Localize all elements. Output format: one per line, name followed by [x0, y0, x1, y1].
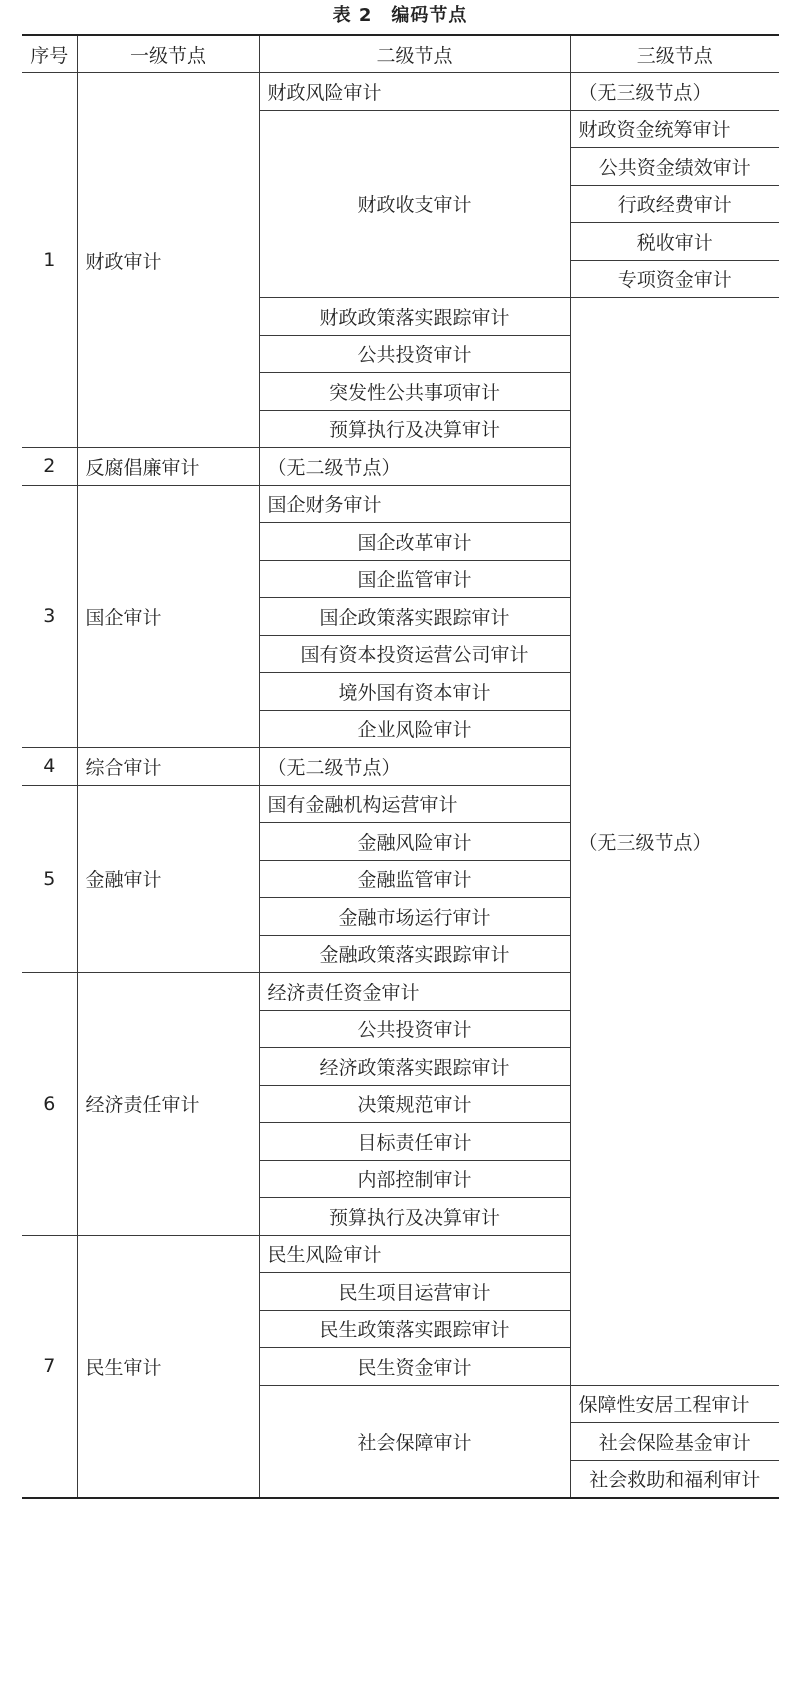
level2-node-cell: 国有金融机构运营审计: [259, 785, 570, 823]
level2-node-cell: 经济责任资金审计: [259, 973, 570, 1011]
level2-node-cell: 经济政策落实跟踪审计: [259, 1048, 570, 1086]
level1-node-cell: 金融审计: [77, 785, 259, 973]
level2-node-cell: 社会保障审计: [259, 1385, 570, 1498]
level2-node-cell: （无二级节点）: [259, 448, 570, 486]
level2-node-cell: 国企政策落实跟踪审计: [259, 598, 570, 636]
header-level2: 二级节点: [259, 35, 570, 73]
level3-node-cell: 社会救助和福利审计: [570, 1460, 779, 1498]
seq-cell: 1: [22, 73, 77, 448]
level3-node-cell: 财政资金统筹审计: [570, 110, 779, 148]
seq-cell: 7: [22, 1235, 77, 1498]
level1-node-cell: 国企审计: [77, 485, 259, 748]
level2-node-cell: 金融监管审计: [259, 860, 570, 898]
level2-node-cell: 预算执行及决算审计: [259, 1198, 570, 1236]
level1-node-cell: 财政审计: [77, 73, 259, 448]
seq-cell: 4: [22, 748, 77, 786]
level2-node-cell: 预算执行及决算审计: [259, 410, 570, 448]
level2-node-cell: 境外国有资本审计: [259, 673, 570, 711]
coding-nodes-table: [22, 34, 779, 1499]
level2-node-cell: 金融市场运行审计: [259, 898, 570, 936]
level1-node-cell: 民生审计: [77, 1235, 259, 1498]
level2-node-cell: 财政收支审计: [259, 110, 570, 298]
header-level1: 一级节点: [77, 35, 259, 73]
level2-node-cell: 公共投资审计: [259, 1010, 570, 1048]
level2-node-cell: 目标责任审计: [259, 1123, 570, 1161]
level2-node-cell: 国企财务审计: [259, 485, 570, 523]
level2-node-cell: 民生风险审计: [259, 1235, 570, 1273]
level2-node-cell: 金融风险审计: [259, 823, 570, 861]
level2-node-cell: 民生项目运营审计: [259, 1273, 570, 1311]
level3-node-cell: 税收审计: [570, 223, 779, 261]
level3-node-cell: （无三级节点）: [570, 73, 779, 111]
seq-cell: 6: [22, 973, 77, 1236]
level3-node-cell: 公共资金绩效审计: [570, 148, 779, 186]
header-seq: 序号: [22, 35, 77, 73]
level2-node-cell: 国有资本投资运营公司审计: [259, 635, 570, 673]
level3-node-cell-merged: （无三级节点）: [570, 298, 779, 1386]
level3-node-cell: 行政经费审计: [570, 185, 779, 223]
level3-node-cell: 社会保险基金审计: [570, 1423, 779, 1461]
header-row: [22, 35, 779, 73]
level2-node-cell: 民生资金审计: [259, 1348, 570, 1386]
level2-node-cell: 财政政策落实跟踪审计: [259, 298, 570, 336]
level2-node-cell: 国企改革审计: [259, 523, 570, 561]
level2-node-cell: 内部控制审计: [259, 1160, 570, 1198]
level2-node-cell: 民生政策落实跟踪审计: [259, 1310, 570, 1348]
header-level3: 三级节点: [570, 35, 779, 73]
level2-node-cell: （无二级节点）: [259, 748, 570, 786]
table-row: [22, 73, 779, 111]
table-body: [22, 73, 779, 1498]
level2-node-cell: 突发性公共事项审计: [259, 373, 570, 411]
level2-node-cell: 公共投资审计: [259, 335, 570, 373]
level3-node-cell: 保障性安居工程审计: [570, 1385, 779, 1423]
level2-node-cell: 金融政策落实跟踪审计: [259, 935, 570, 973]
level2-node-cell: 企业风险审计: [259, 710, 570, 748]
seq-cell: 3: [22, 485, 77, 748]
level1-node-cell: 反腐倡廉审计: [77, 448, 259, 486]
table-caption: 表 2 编码节点: [332, 5, 468, 26]
level3-node-cell: 专项资金审计: [570, 260, 779, 298]
seq-cell: 5: [22, 785, 77, 973]
level2-node-cell: 国企监管审计: [259, 560, 570, 598]
level2-node-cell: 财政风险审计: [259, 73, 570, 111]
level1-node-cell: 综合审计: [77, 748, 259, 786]
level2-node-cell: 决策规范审计: [259, 1085, 570, 1123]
level1-node-cell: 经济责任审计: [77, 973, 259, 1236]
seq-cell: 2: [22, 448, 77, 486]
